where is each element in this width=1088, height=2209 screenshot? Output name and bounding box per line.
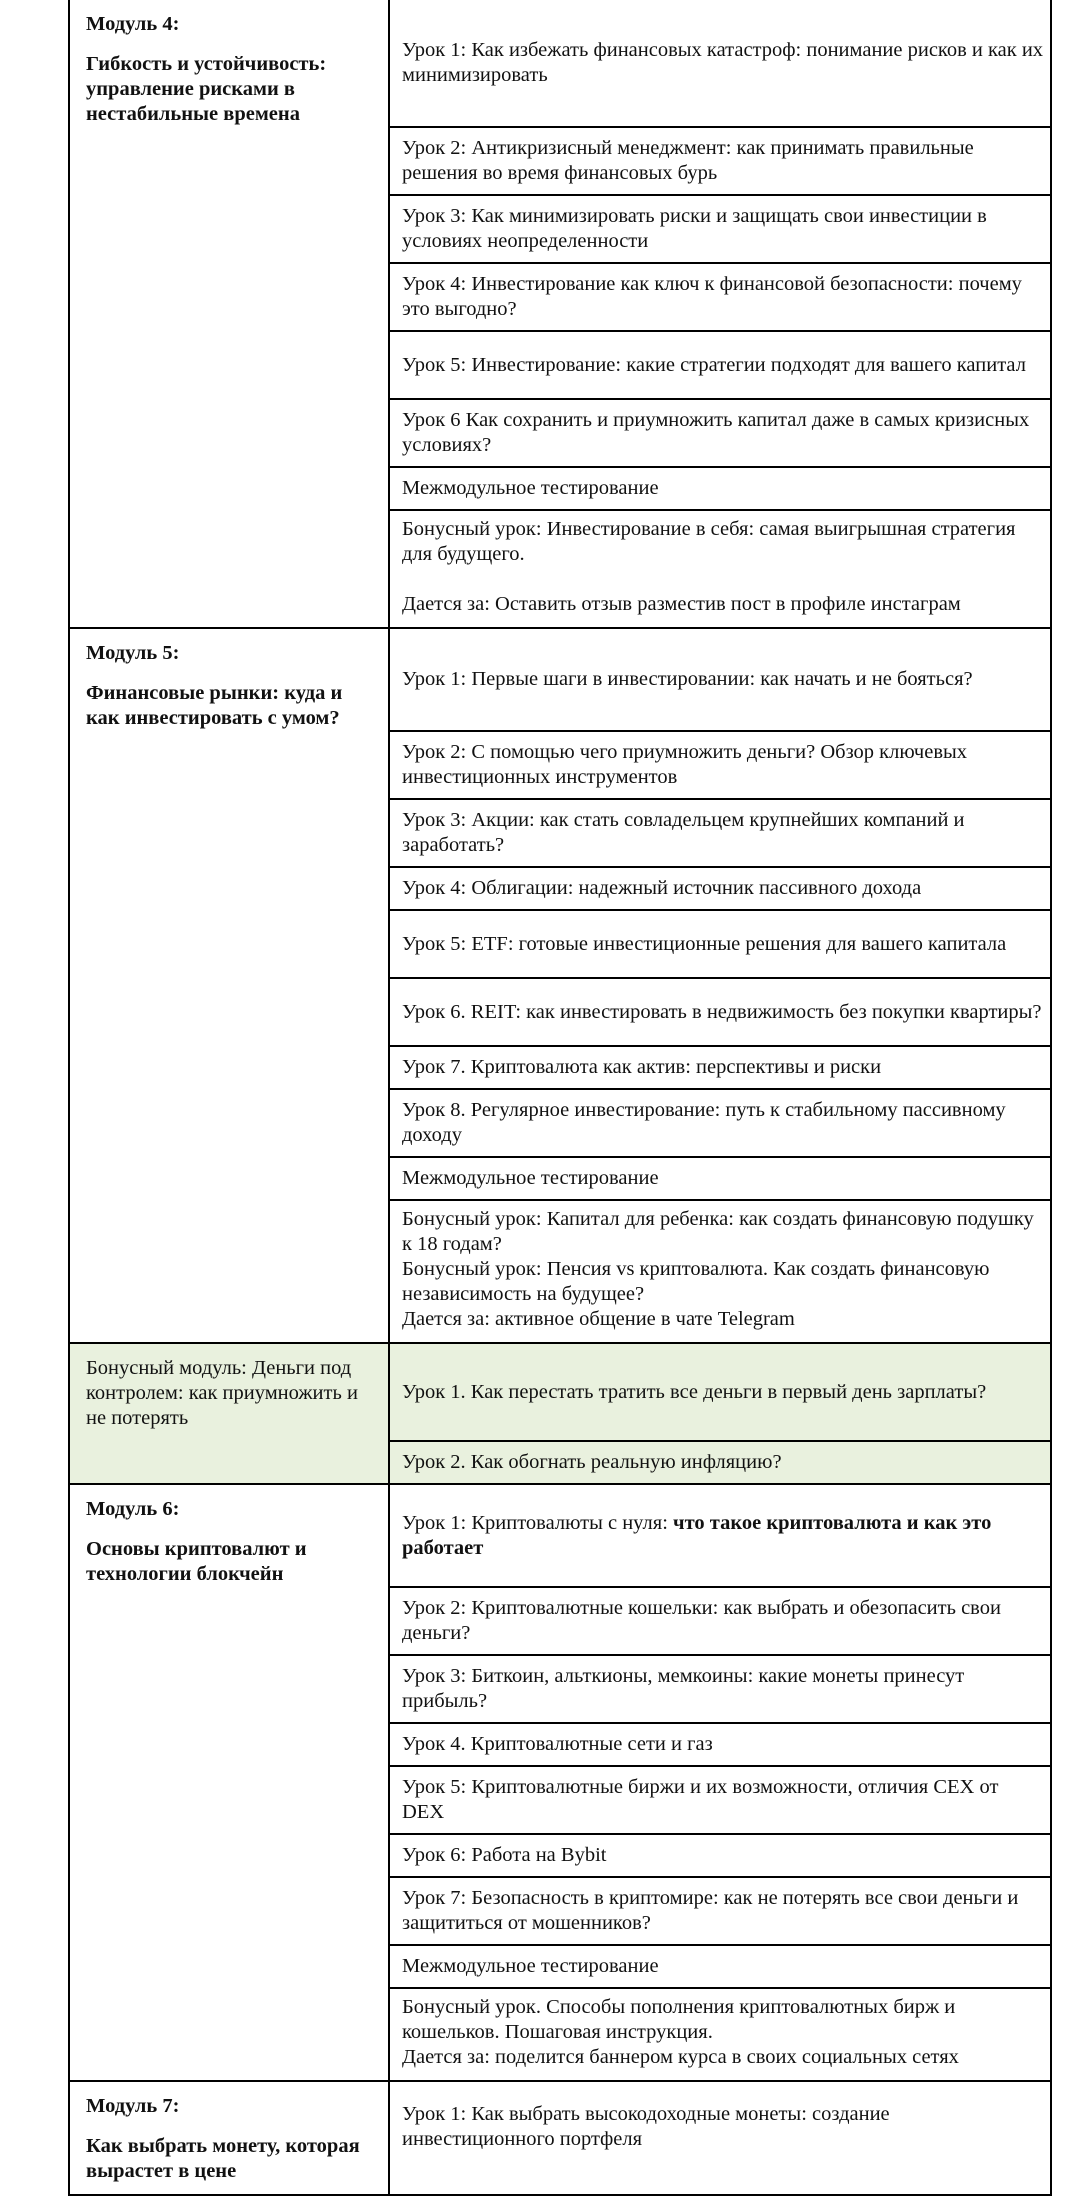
lesson-cell bbox=[389, 1945, 1051, 1988]
module-5-title: Финансовые рынки: куда и как инвестировать с умом? bbox=[86, 682, 343, 729]
lesson-text: Урок 5: Инвестирование: какие стратегии подходят для вашего капитал bbox=[402, 353, 1026, 376]
lesson-cell bbox=[389, 195, 1051, 263]
lesson-text: Урок 1. Как перестать тратить все деньги в первый день зарплаты? bbox=[402, 1380, 987, 1403]
bonus-condition-text: Дается за: активное общение в чате Telegram bbox=[402, 1308, 795, 1330]
module-5-heading: Модуль 5: bbox=[86, 642, 180, 664]
intermodule-test-text: Межмодульное тестирование bbox=[402, 1167, 659, 1189]
lesson-cell bbox=[389, 127, 1051, 195]
lesson-text bbox=[402, 1511, 1044, 1561]
lesson-text: Урок 2. Как обогнать реальную инфляцию? bbox=[402, 1451, 782, 1473]
bonus-condition-text: Дается за: поделится баннером курса в своих социальных сетях bbox=[402, 2046, 959, 2068]
lesson-text: Урок 4. Криптовалютные сети и газ bbox=[402, 1733, 713, 1755]
lesson-text-emphasis: что такое криптовалюта и как это работает bbox=[402, 1511, 992, 1559]
lesson-text: Урок 8. Регулярное инвестирование: путь к стабильному пассивному доходу bbox=[402, 1099, 1006, 1146]
bonus-lesson-cell bbox=[389, 1200, 1051, 1343]
lesson-text: Урок 2: С помощью чего приумножить деньги? Обзор ключевых инвестиционных инструментов bbox=[402, 741, 968, 788]
bonus-module-cell bbox=[69, 1343, 389, 1484]
lesson-text: Урок 1: Как избежать финансовых катастроф: понимание рисков и как их минимизировать bbox=[402, 39, 1044, 86]
module-5-cell bbox=[69, 628, 389, 1343]
lesson-cell bbox=[389, 1834, 1051, 1877]
lesson-cell bbox=[389, 331, 1051, 399]
module-6-cell bbox=[69, 1484, 389, 2081]
module-6-heading: Модуль 6: bbox=[86, 1498, 180, 1520]
lesson-text-prefix: Урок 1: Криптовалюты с нуля: bbox=[402, 1511, 674, 1534]
lesson-text: Урок 6: Работа на Bybit bbox=[402, 1844, 607, 1866]
table-row bbox=[69, 1484, 1051, 1587]
module-7-heading: Модуль 7: bbox=[86, 2095, 180, 2117]
lesson-cell bbox=[389, 1157, 1051, 1200]
lesson-cell bbox=[389, 1655, 1051, 1723]
intermodule-test-text: Межмодульное тестирование bbox=[402, 477, 659, 499]
lesson-cell bbox=[389, 0, 1051, 127]
bonus-lesson-text: Бонусный урок: Инвестирование в себя: самая выигрышная стратегия для будущего. bbox=[402, 518, 1016, 565]
lesson-text: Урок 7: Безопасность в криптомире: как не потерять все свои деньги и защититься от мошенников? bbox=[402, 1887, 1019, 1934]
lesson-text: Урок 1: Первые шаги в инвестировании: как начать и не бояться? bbox=[402, 668, 973, 690]
lesson-cell bbox=[389, 1766, 1051, 1834]
curriculum-document bbox=[68, 0, 1050, 2196]
lesson-cell bbox=[389, 731, 1051, 799]
lesson-cell bbox=[389, 1877, 1051, 1945]
lesson-cell bbox=[389, 978, 1051, 1046]
lesson-text: Урок 1: Как выбрать высокодоходные монеты: создание инвестиционного портфеля bbox=[402, 2103, 890, 2150]
table-row bbox=[69, 2081, 1051, 2195]
module-4-cell bbox=[69, 0, 389, 628]
lesson-cell bbox=[389, 2081, 1051, 2195]
lesson-cell bbox=[389, 1484, 1051, 1587]
lesson-cell bbox=[389, 263, 1051, 331]
lesson-text: Урок 3: Как минимизировать риски и защищать свои инвестиции в условиях неопределенности bbox=[402, 205, 987, 252]
lesson-text: Урок 6 Как сохранить и приумножить капитал даже в самых кризисных условиях? bbox=[402, 409, 1030, 456]
lesson-text: Урок 5: Криптовалютные биржи и их возможности, отличия CEX от DEX bbox=[402, 1776, 999, 1823]
lesson-cell bbox=[389, 399, 1051, 467]
lesson-text: Урок 4: Облигации: надежный источник пассивного дохода bbox=[402, 877, 922, 899]
table-row bbox=[69, 1343, 1051, 1441]
lesson-text: Урок 7. Криптовалюта как актив: перспективы и риски bbox=[402, 1056, 882, 1078]
lesson-cell bbox=[389, 467, 1051, 510]
module-4-title: Гибкость и устойчивость: управление рисками в нестабильные времена bbox=[86, 53, 327, 125]
lesson-cell bbox=[389, 1587, 1051, 1655]
table-row bbox=[69, 628, 1051, 731]
module-7-title: Как выбрать монету, которая вырастет в цене bbox=[86, 2135, 360, 2182]
lesson-text: Урок 3: Биткоин, альткионы, мемкоины: какие монеты принесут прибыль? bbox=[402, 1665, 965, 1712]
module-4-heading: Модуль 4: bbox=[86, 13, 180, 35]
bonus-condition-text: Дается за: Оставить отзыв разместив пост в профиле инстаграм bbox=[402, 593, 961, 615]
lesson-cell bbox=[389, 1089, 1051, 1157]
lesson-cell bbox=[389, 1723, 1051, 1766]
lesson-text: Урок 4: Инвестирование как ключ к финансовой безопасности: почему это выгодно? bbox=[402, 273, 1022, 320]
lesson-text: Урок 2: Криптовалютные кошельки: как выбрать и обезопасить свои деньги? bbox=[402, 1597, 1001, 1644]
lesson-text: Урок 2: Антикризисный менеджмент: как принимать правильные решения во время финансовых бурь bbox=[402, 137, 974, 184]
module-7-cell bbox=[69, 2081, 389, 2195]
bonus-lesson-text: Бонусный урок. Способы пополнения криптовалютных бирж и кошельков. Пошаговая инструкция. bbox=[402, 1996, 956, 2043]
lesson-text: Урок 5: ETF: готовые инвестиционные решения для вашего капитала bbox=[402, 932, 1007, 955]
table-row bbox=[69, 0, 1051, 127]
intermodule-test-text: Межмодульное тестирование bbox=[402, 1955, 659, 1977]
lesson-text: Урок 6. REIT: как инвестировать в недвижимость без покупки квартиры? bbox=[402, 1000, 1042, 1023]
lesson-text: Урок 3: Акции: как стать совладельцем крупнейших компаний и заработать? bbox=[402, 809, 965, 856]
module-6-title: Основы криптовалют и технологии блокчейн bbox=[86, 1538, 307, 1585]
lesson-cell bbox=[389, 1343, 1051, 1441]
lesson-cell bbox=[389, 799, 1051, 867]
bonus-lesson-cell bbox=[389, 510, 1051, 628]
bonus-lesson-cell bbox=[389, 1988, 1051, 2081]
lesson-cell bbox=[389, 867, 1051, 910]
bonus-module-title: Бонусный модуль: Деньги под контролем: как приумножить и не потерять bbox=[86, 1357, 358, 1429]
lesson-cell bbox=[389, 1046, 1051, 1089]
lesson-cell bbox=[389, 1441, 1051, 1484]
bonus-lesson-text: Бонусный урок: Капитал для ребенка: как создать финансовую подушку к 18 годам? bbox=[402, 1208, 1034, 1255]
lesson-cell bbox=[389, 628, 1051, 731]
bonus-lesson-text: Бонусный урок: Пенсия vs криптовалюта. Как создать финансовую независимость на будущее? bbox=[402, 1258, 990, 1305]
lesson-cell bbox=[389, 910, 1051, 978]
curriculum-table bbox=[68, 0, 1052, 2196]
